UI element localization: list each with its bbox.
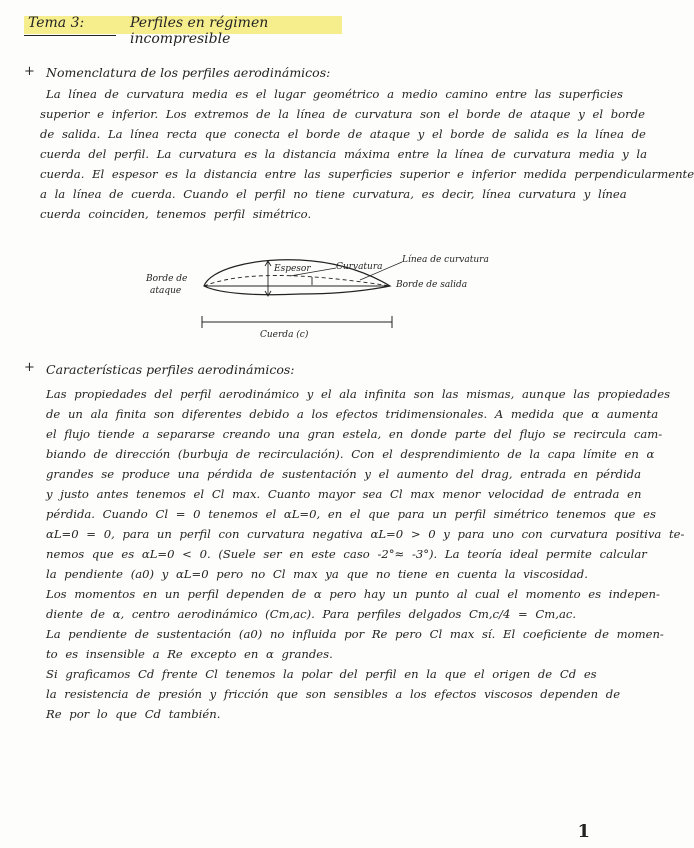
camber-line-label: Línea de curvatura (402, 255, 489, 265)
thickness-label: Espesor (274, 264, 311, 274)
text-line: La pendiente de sustentación (a0) no influida por Re pero Cl max sí. El coeficiente de momen- (46, 627, 664, 641)
text-line: Re por lo que Cd también. (46, 707, 221, 721)
section-bullet: + (24, 64, 35, 79)
text-line: La línea de curvatura media es el lugar geométrico a medio camino entre las superficies (46, 87, 623, 101)
camber-label: Curvatura (336, 262, 383, 272)
text-line: de salida. La línea recta que conecta el borde de ataque y el borde de salida es la línea de (40, 127, 646, 141)
text-line: cuerda. El espesor es la distancia entre las superficies superior e inferior medida perpendicularmente (40, 167, 694, 181)
text-line: biando de dirección (burbuja de recirculación). Con el desprendimiento de la capa límite en α (46, 447, 655, 461)
text-line: Los momentos en un perfil dependen de α pero hay un punto al cual el momento es indepen- (46, 587, 660, 601)
page-title: Perfiles en régimen incompresible (130, 15, 269, 47)
airfoil-diagram (140, 250, 500, 350)
topic-underline (24, 35, 116, 36)
text-line: de un ala finita son diferentes debido a los efectos tridimensionales. A medida que α aumenta (46, 407, 659, 421)
text-line: Si graficamos Cd frente Cl tenemos la polar del perfil en la que el origen de Cd es (46, 667, 597, 681)
text-line: la pendiente (a0) y αL=0 pero no Cl max ya que no tiene en cuenta la viscosidad. (46, 567, 588, 581)
camber-line (204, 276, 390, 287)
text-line: Las propiedades del perfil aerodinámico y el ala infinita son las mismas, aunque las propiedades (46, 387, 671, 401)
topic-number: Tema 3: (28, 15, 85, 31)
section-heading-nomenclature: Nomenclatura de los perfiles aerodinámicos: (46, 65, 331, 80)
text-line: a la línea de cuerda. Cuando el perfil no tiene curvatura, es decir, línea curvatura y línea (40, 187, 627, 201)
section-heading-characteristics: Características perfiles aerodinámicos: (46, 362, 295, 377)
text-line: la resistencia de presión y fricción que son sensibles a los efectos viscosos dependen de (46, 687, 621, 701)
text-line: grandes se produce una pérdida de sustentación y el aumento del drag, entrada en pérdida (46, 467, 641, 481)
page-number: 1 (577, 821, 590, 842)
text-line: y justo antes tenemos el Cl max. Cuanto mayor sea Cl max menor velocidad de entrada en (46, 487, 642, 501)
text-line: pérdida. Cuando Cl = 0 tenemos el αL=0, en el que para un perfil simétrico tenemos que es (46, 507, 656, 521)
text-line: superior e inferior. Los extremos de la línea de curvatura son el borde de ataque y el borde (40, 107, 645, 121)
text-line: diente de α, centro aerodinámico (Cm,ac). Para perfiles delgados Cm,c/4 = Cm,ac. (46, 607, 577, 621)
chord-label: Cuerda (c) (260, 330, 309, 340)
leading-edge-label-2: ataque (150, 286, 182, 296)
text-line: el flujo tiende a separarse creando una gran estela, en donde parte del flujo se recircula cam- (46, 427, 663, 441)
text-line: to es insensible a Re excepto en α grandes. (46, 647, 333, 661)
text-line: αL=0 = 0, para un perfil con curvatura negativa αL=0 > 0 y para uno con curvatura positiva te- (46, 527, 685, 541)
leading-edge-label: Borde de (146, 274, 188, 284)
trailing-edge-label: Borde de salida (396, 280, 468, 290)
text-line: cuerda coinciden, tenemos perfil simétrico. (40, 207, 312, 221)
section-bullet: + (24, 360, 35, 375)
page-header (22, 14, 342, 47)
text-line: cuerda del perfil. La curvatura es la distancia máxima entre la línea de curvatura media y la (40, 147, 648, 161)
nomenclature-paragraph (40, 84, 694, 224)
airfoil-drawing (140, 250, 500, 350)
text-line: nemos que es αL=0 < 0. (Suele ser en este caso -2°≈ -3°). La teoría ideal permite calcular (46, 547, 647, 561)
characteristics-paragraph (46, 384, 685, 724)
